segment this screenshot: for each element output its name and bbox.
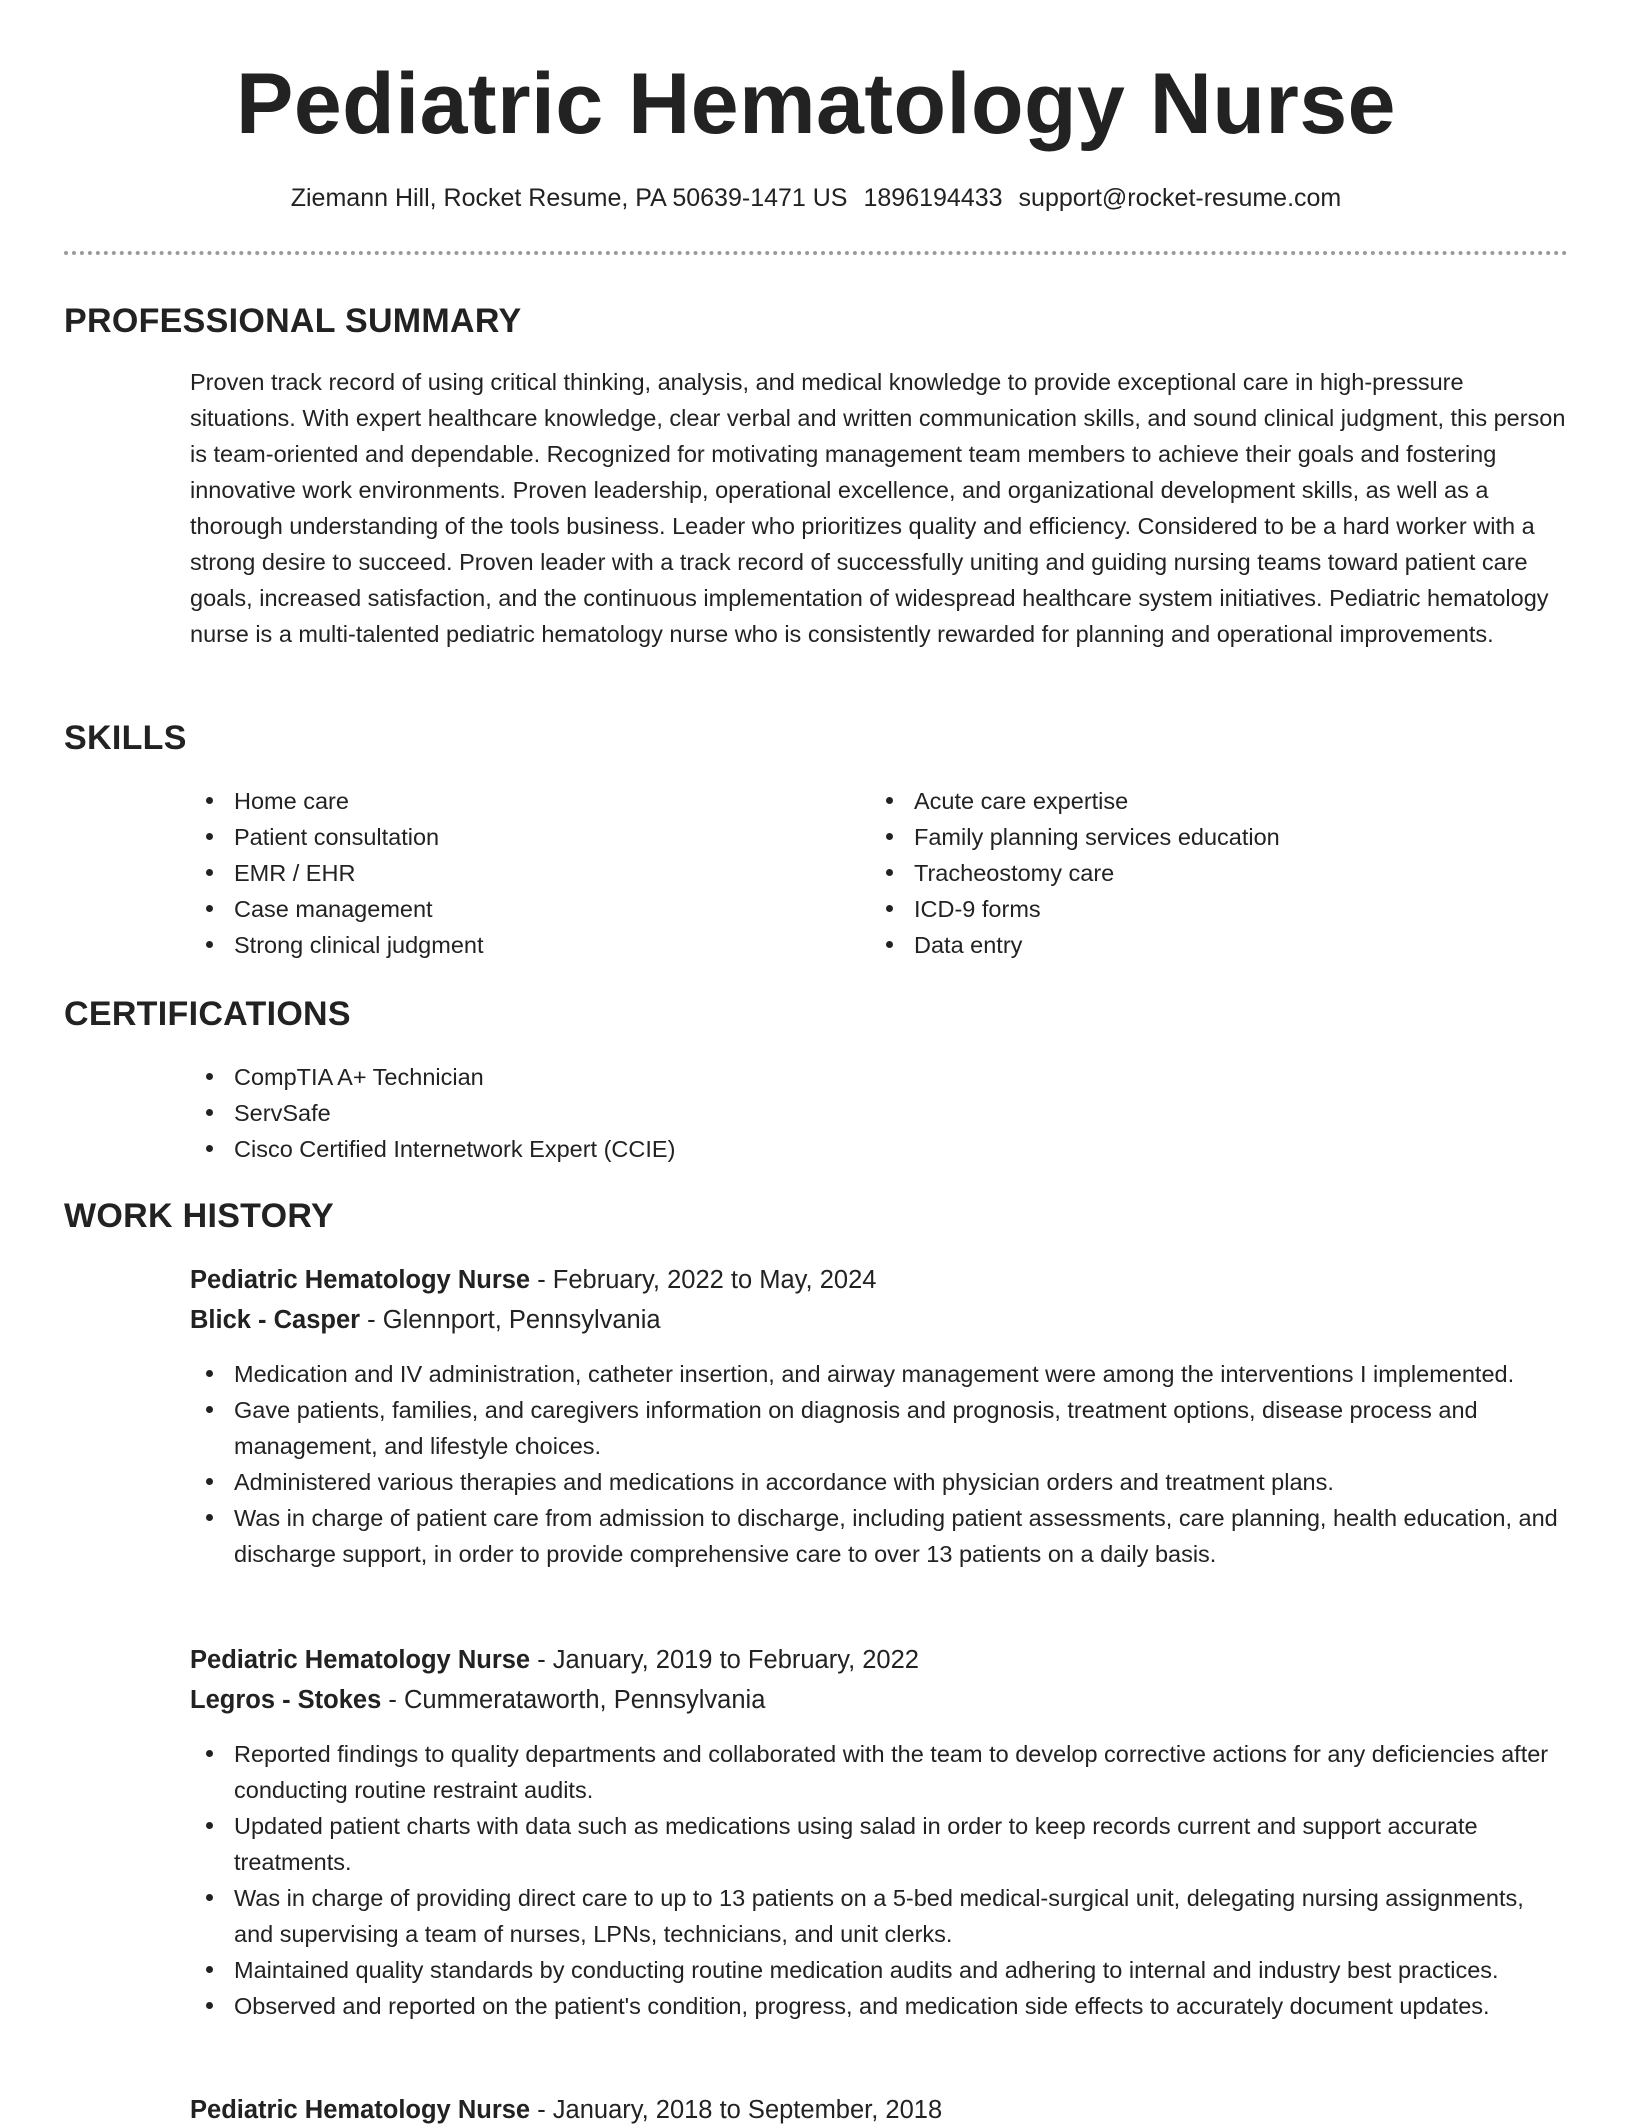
- job-company: Legros - Stokes: [190, 1686, 382, 1714]
- certification-item: CompTIA A+ Technician: [190, 1059, 1190, 1095]
- job-bullet: Observed and reported on the patient's condition, progress, and medication side effects to accurately document updates.: [190, 1988, 1568, 2024]
- skill-item: Data entry: [870, 927, 1560, 963]
- job-role-line: [190, 1262, 876, 1298]
- section-title-skills: SKILLS: [64, 719, 187, 757]
- job-dates: - February, 2022 to May, 2024: [530, 1266, 877, 1294]
- skill-item: Tracheostomy care: [870, 855, 1560, 891]
- job-dates: - January, 2018 to September, 2018: [530, 2096, 943, 2124]
- certification-item: ServSafe: [190, 1095, 1190, 1131]
- skill-item: ICD-9 forms: [870, 891, 1560, 927]
- skill-item: Home care: [190, 783, 830, 819]
- job-bullet: Maintained quality standards by conducting routine medication audits and adhering to internal and industry best practices.: [190, 1952, 1568, 1988]
- resume-name: Pediatric Hematology Nurse: [235, 56, 1397, 152]
- job-bullets: [190, 1736, 1568, 2024]
- skill-item: Family planning services education: [870, 819, 1560, 855]
- job-dates: - January, 2019 to February, 2022: [530, 1646, 919, 1674]
- certification-item: Cisco Certified Internetwork Expert (CCIE): [190, 1131, 1190, 1167]
- job-bullet: Was in charge of providing direct care to up to 13 patients on a 5-bed medical-surgical unit, delegating nursing assignments, and supervising a team of nurses, LPNs, technicians, and unit clerks.: [190, 1880, 1568, 1952]
- job-role: Pediatric Hematology Nurse: [190, 1266, 531, 1294]
- contact-line: [0, 180, 1632, 216]
- job-company-line: [190, 1682, 765, 1718]
- job-role-line: [190, 1642, 919, 1678]
- job-bullet: Updated patient charts with data such as medications using salad in order to keep records current and support accurate treatments.: [190, 1808, 1568, 1880]
- job-bullet: Medication and IV administration, catheter insertion, and airway management were among the interventions I implemented.: [190, 1356, 1568, 1392]
- job-bullet: Reported findings to quality departments and collaborated with the team to develop corrective actions for any deficiencies after conducting routine restraint audits.: [190, 1736, 1568, 1808]
- section-title-summary: PROFESSIONAL SUMMARY: [64, 302, 522, 340]
- skill-item: EMR / EHR: [190, 855, 830, 891]
- job-bullet: Administered various therapies and medications in accordance with physician orders and treatment plans.: [190, 1464, 1568, 1500]
- skills-list-left: [190, 783, 830, 963]
- job-location: - Glennport, Pennsylvania: [360, 1306, 661, 1334]
- section-title-work-history: WORK HISTORY: [64, 1197, 334, 1235]
- header-divider: [64, 251, 1568, 255]
- job-role-line: [190, 2092, 942, 2128]
- job-role: Pediatric Hematology Nurse: [190, 1646, 531, 1674]
- job-company: Blick - Casper: [190, 1306, 361, 1334]
- job-bullet: Gave patients, families, and caregivers information on diagnosis and prognosis, treatment options, disease process and management, and lifestyle choices.: [190, 1392, 1568, 1464]
- contact-email: support@rocket-resume.com: [1018, 184, 1342, 212]
- skill-item: Strong clinical judgment: [190, 927, 830, 963]
- certifications-list: [190, 1059, 1190, 1167]
- skills-list-right: [870, 783, 1560, 963]
- skill-item: Case management: [190, 891, 830, 927]
- job-location: - Cummerataworth, Pennsylvania: [381, 1686, 766, 1714]
- job-role: Pediatric Hematology Nurse: [190, 2096, 531, 2124]
- skill-item: Patient consultation: [190, 819, 830, 855]
- job-company-line: [190, 1302, 661, 1338]
- summary-text: Proven track record of using critical thinking, analysis, and medical knowledge to provide exceptional care in high-pressure situations. With expert healthcare knowledge, clear verbal and written communication skills, and sound clinical judgment, this person is team-oriented and dependable. Recognized for motivating management team members to achieve their goals and fostering innovative work environments. Proven leadership, operational excellence, and organizational development skills, as well as a thorough understanding of the tools business. Leader who prioritizes quality and efficiency. Considered to be a hard worker with a strong desire to succeed. Proven leader with a track record of successfully uniting and guiding nursing teams toward patient care goals, increased satisfaction, and the continuous implementation of widespread healthcare system initiatives. Pediatric hematology nurse is a multi-talented pediatric hematology nurse who is consistently rewarded for planning and operational improvements.: [190, 369, 1566, 647]
- skill-item: Acute care expertise: [870, 783, 1560, 819]
- contact-phone: 1896194433: [863, 184, 1003, 212]
- section-title-certifications: CERTIFICATIONS: [64, 995, 351, 1033]
- contact-address: Ziemann Hill, Rocket Resume, PA 50639-1471 US: [290, 184, 848, 212]
- job-bullets: [190, 1356, 1568, 1572]
- job-bullet: Was in charge of patient care from admission to discharge, including patient assessments, care planning, health education, and discharge support, in order to provide comprehensive care to over 13 patients on a daily basis.: [190, 1500, 1568, 1572]
